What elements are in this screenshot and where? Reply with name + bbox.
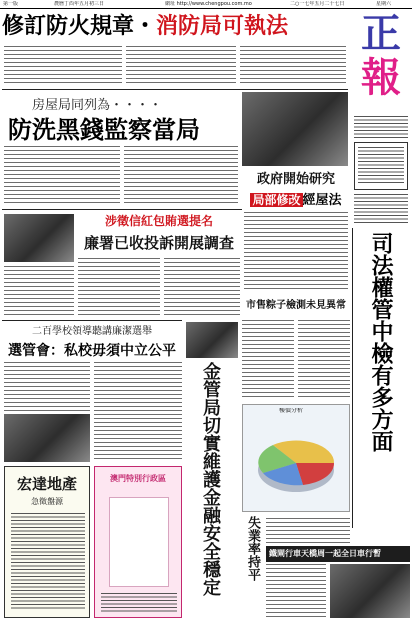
gov-story-headline	[244, 168, 348, 214]
meeting-photo	[4, 414, 90, 462]
building-photo	[186, 322, 238, 358]
logo-char-1: 正	[361, 10, 401, 57]
chart-caption: 樓價分析	[279, 408, 304, 414]
bribe-story	[78, 212, 240, 258]
article-text	[244, 212, 348, 292]
logo-char-2: 報	[361, 54, 401, 101]
pink-ad-title: 澳門特別行政區	[110, 473, 166, 483]
website[interactable]: 網址 http://www.chengpou.com.mo	[165, 1, 252, 7]
article-text	[126, 46, 236, 86]
lunar-date: 農曆丁酉年五月初三日	[54, 1, 105, 7]
main-headline-part2: 消防局可執法	[156, 13, 289, 39]
main-headline-part1: 修訂防火規章・	[2, 13, 157, 39]
school-kicker: 二百學校領導聽講廉潔選舉	[32, 326, 152, 337]
top-bar	[0, 0, 412, 9]
article-text	[4, 46, 122, 86]
article-text	[164, 258, 240, 316]
article-text	[266, 518, 350, 544]
section-label: 第一版	[3, 1, 19, 7]
story-title: 防洗黑錢監察當局	[8, 115, 200, 144]
article-text	[4, 362, 90, 412]
gov-line-1: 政府開始研究	[256, 172, 335, 187]
article-text	[4, 146, 120, 206]
logo	[352, 12, 410, 122]
speaker-photo	[4, 214, 74, 262]
article-text	[4, 266, 74, 316]
story-kicker: 房屋局同列為・・・・	[32, 98, 163, 113]
official-photo	[242, 92, 348, 166]
masthead-info	[354, 116, 408, 140]
bribe-title: 廉署已收投訴開展調查	[83, 234, 234, 252]
article-text	[354, 194, 408, 224]
vertical-headline-b-text: 金管局切實維護金融安全穩定	[200, 362, 221, 596]
bridge-photo	[330, 564, 410, 618]
article-text	[266, 564, 326, 618]
gov-line-3: 經屋法	[302, 193, 342, 208]
school-title: 選管會：私校毋須中立公平	[8, 343, 176, 359]
article-text	[298, 320, 350, 400]
zongzi-story	[242, 296, 350, 318]
zongzi-title: 市售粽子檢測未見異常	[246, 300, 346, 311]
property-ad[interactable]	[4, 466, 90, 618]
weekday: 星期六	[376, 1, 392, 7]
bribe-kicker: 涉徵信紅包賄選提名	[104, 214, 213, 228]
info-box	[354, 142, 408, 190]
article-text	[94, 362, 182, 462]
vertical-headline-a-text: 司法權管中檢有多方面	[368, 232, 394, 452]
date: 二○一七年五月二十七日	[290, 1, 345, 7]
gov-line-2: 局部修改	[252, 193, 301, 207]
money-laundering-story	[2, 92, 238, 142]
article-text	[78, 258, 160, 316]
vertical-headline-a	[352, 228, 410, 528]
article-text	[124, 146, 238, 206]
article-text	[242, 320, 294, 400]
divider	[2, 89, 348, 90]
pink-ad[interactable]	[94, 466, 182, 618]
divider	[2, 209, 242, 210]
divider	[2, 320, 182, 321]
article-text	[240, 46, 346, 86]
property-ad-name: 宏達地產	[16, 475, 77, 493]
pie-chart	[243, 415, 349, 511]
property-ad-sub: 急徵盤源	[31, 497, 63, 506]
chart-box	[242, 404, 350, 512]
main-headline	[2, 11, 348, 41]
vertical-headline-b	[186, 360, 238, 616]
vertical-headline-c-text: 失業率持平	[245, 516, 260, 581]
bottom-right-story	[266, 546, 410, 562]
bottom-right-title: 鐵閘行車天橋周一起全日車行暫	[269, 549, 381, 558]
school-story	[2, 322, 182, 362]
vertical-headline-c	[242, 516, 262, 616]
